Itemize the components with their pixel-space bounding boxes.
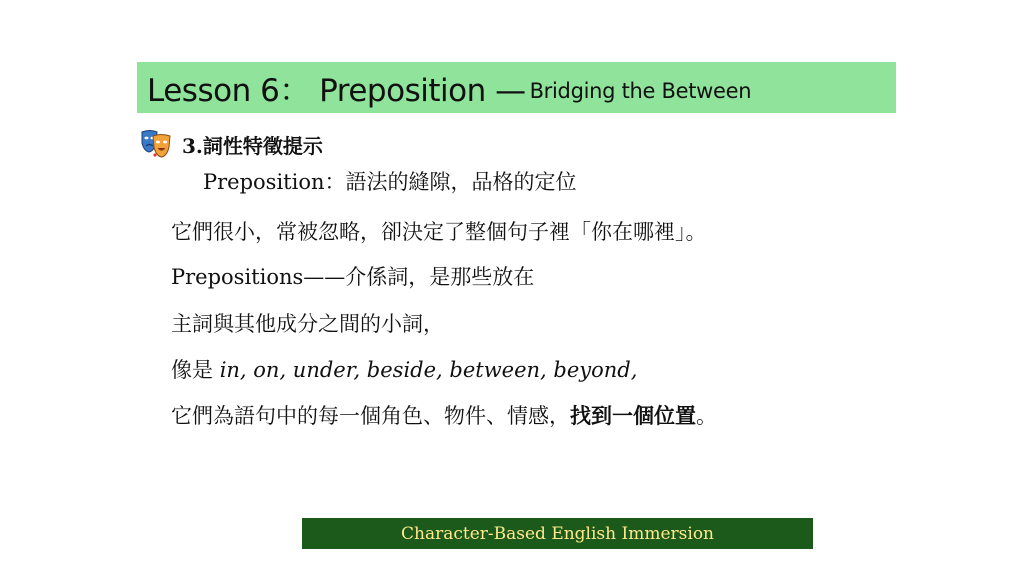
line5-suffix: 。 bbox=[696, 404, 717, 428]
line5-emphasis: 找到一個位置 bbox=[570, 403, 696, 428]
lesson-title: Lesson 6： Preposition — bbox=[147, 73, 526, 109]
body-line-2: Prepositions——介係詞，是那些放在 bbox=[171, 265, 535, 289]
examples-prefix: 像是 bbox=[171, 358, 213, 382]
body-line-1: 它們很小，常被忽略，卻決定了整個句子裡「你在哪裡」。 bbox=[171, 220, 707, 244]
lesson-subtitle: Bridging the Between bbox=[529, 78, 752, 103]
body-line-5 bbox=[171, 402, 717, 430]
section-heading bbox=[140, 128, 323, 160]
preposition-examples: in, on, under, beside, between, beyond, bbox=[219, 358, 638, 382]
footer-label: Character-Based English Immersion bbox=[400, 523, 714, 544]
footer-bar bbox=[302, 518, 813, 549]
body-line-4 bbox=[171, 356, 637, 384]
definition-line: Preposition：語法的縫隙，品格的定位 bbox=[203, 170, 577, 194]
line5-prefix: 它們為語句中的每一個角色、物件、情感， bbox=[171, 404, 570, 428]
title-bar bbox=[137, 62, 896, 113]
section-title: 3.詞性特徵提示 bbox=[182, 133, 323, 158]
performing-arts-masks-icon bbox=[140, 129, 172, 159]
body-line-3: 主詞與其他成分之間的小詞， bbox=[171, 312, 444, 336]
